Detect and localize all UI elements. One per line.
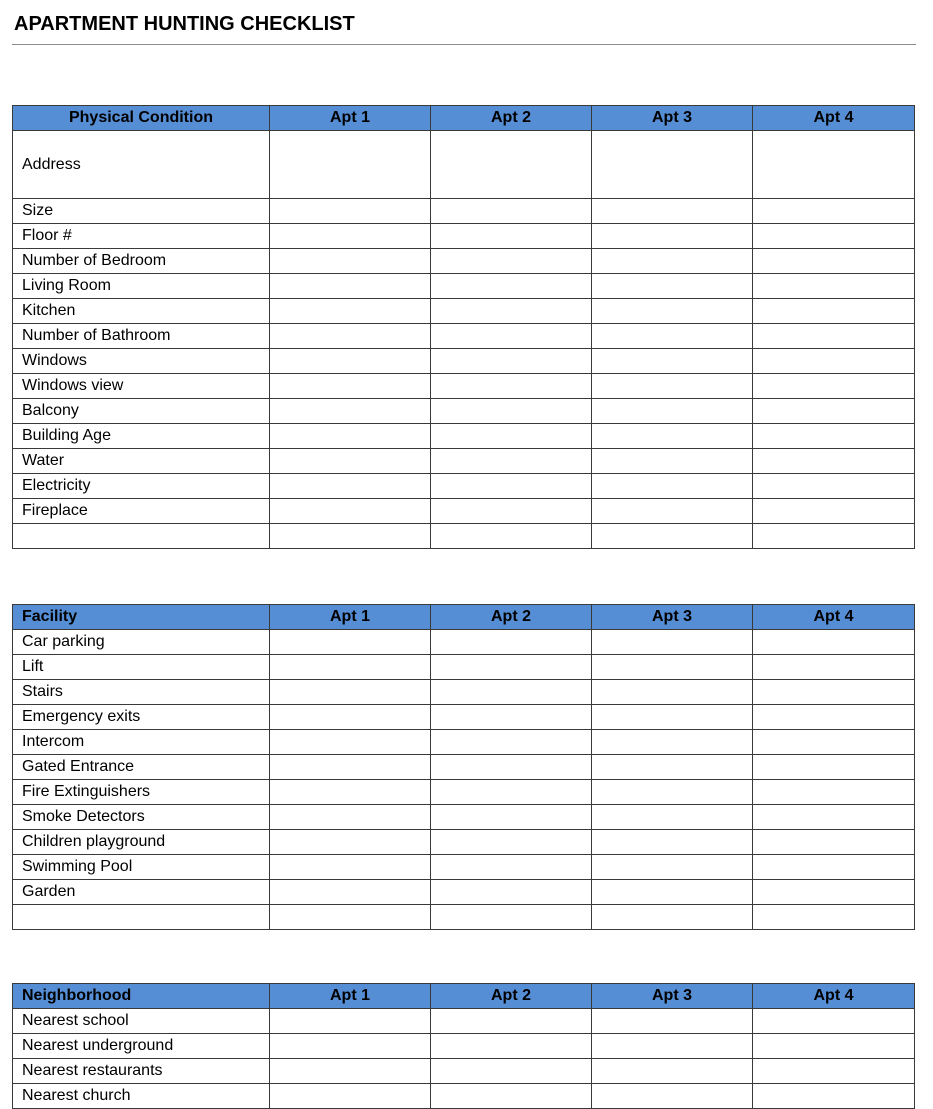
apt-1-cell[interactable] bbox=[270, 499, 431, 524]
apt-1-cell[interactable] bbox=[270, 680, 431, 705]
apt-1-cell[interactable] bbox=[270, 855, 431, 880]
row-label: Building Age bbox=[13, 424, 270, 449]
row-label: Stairs bbox=[13, 680, 270, 705]
row-label: Car parking bbox=[13, 630, 270, 655]
apt-4-cell[interactable] bbox=[753, 680, 915, 705]
apt-3-cell[interactable] bbox=[592, 274, 753, 299]
apt-2-cell[interactable] bbox=[431, 349, 592, 374]
table-row bbox=[13, 424, 915, 449]
apt-3-cell[interactable] bbox=[592, 224, 753, 249]
apt-2-cell[interactable] bbox=[431, 1059, 592, 1084]
document-title: APARTMENT HUNTING CHECKLIST bbox=[14, 13, 355, 35]
apt-1-cell[interactable] bbox=[270, 399, 431, 424]
table-row bbox=[13, 1059, 915, 1084]
apt-4-cell[interactable] bbox=[753, 705, 915, 730]
apt-4-cell[interactable] bbox=[753, 880, 915, 905]
section-header: Neighborhood bbox=[13, 984, 270, 1009]
apt-4-cell[interactable] bbox=[753, 324, 915, 349]
apt-3-cell[interactable] bbox=[592, 830, 753, 855]
apt-1-cell[interactable] bbox=[270, 755, 431, 780]
apt-1-cell[interactable] bbox=[270, 705, 431, 730]
apt-4-cell[interactable] bbox=[753, 780, 915, 805]
apt-4-cell[interactable] bbox=[753, 199, 915, 224]
row-label: Fireplace bbox=[13, 499, 270, 524]
table-row bbox=[13, 299, 915, 324]
table-row bbox=[13, 524, 915, 549]
section-header: Physical Condition bbox=[13, 106, 270, 131]
table-body bbox=[13, 1009, 915, 1109]
table-row bbox=[13, 249, 915, 274]
apt-1-cell[interactable] bbox=[270, 805, 431, 830]
apt-1-cell[interactable] bbox=[270, 630, 431, 655]
apt-1-cell[interactable] bbox=[270, 299, 431, 324]
row-label: Balcony bbox=[13, 399, 270, 424]
apt-1-cell[interactable] bbox=[270, 1034, 431, 1059]
row-label: Electricity bbox=[13, 474, 270, 499]
section-header: Facility bbox=[13, 605, 270, 630]
row-label: Number of Bathroom bbox=[13, 324, 270, 349]
apt-2-cell[interactable] bbox=[431, 730, 592, 755]
apt-4-cell[interactable] bbox=[753, 399, 915, 424]
row-label: Emergency exits bbox=[13, 705, 270, 730]
table-row bbox=[13, 830, 915, 855]
apt-2-cell[interactable] bbox=[431, 299, 592, 324]
apt-4-cell[interactable] bbox=[753, 755, 915, 780]
table-row bbox=[13, 199, 915, 224]
title-divider bbox=[12, 44, 916, 45]
apt-2-cell[interactable] bbox=[431, 131, 592, 199]
row-label: Lift bbox=[13, 655, 270, 680]
table-row bbox=[13, 374, 915, 399]
row-label bbox=[13, 905, 270, 930]
column-header-apt-1: Apt 1 bbox=[270, 605, 431, 630]
column-header-apt-3: Apt 3 bbox=[592, 605, 753, 630]
apt-4-cell[interactable] bbox=[753, 730, 915, 755]
apt-3-cell[interactable] bbox=[592, 524, 753, 549]
apt-3-cell[interactable] bbox=[592, 424, 753, 449]
apt-1-cell[interactable] bbox=[270, 830, 431, 855]
apt-3-cell[interactable] bbox=[592, 780, 753, 805]
apt-4-cell[interactable] bbox=[753, 630, 915, 655]
apt-1-cell[interactable] bbox=[270, 655, 431, 680]
column-header-apt-2: Apt 2 bbox=[431, 605, 592, 630]
apt-4-cell[interactable] bbox=[753, 1059, 915, 1084]
apt-4-cell[interactable] bbox=[753, 424, 915, 449]
column-header-apt-3: Apt 3 bbox=[592, 106, 753, 131]
apt-2-cell[interactable] bbox=[431, 499, 592, 524]
apt-3-cell[interactable] bbox=[592, 349, 753, 374]
apt-2-cell[interactable] bbox=[431, 249, 592, 274]
apt-3-cell[interactable] bbox=[592, 324, 753, 349]
apt-2-cell[interactable] bbox=[431, 880, 592, 905]
table-header-row bbox=[13, 106, 915, 131]
table-row bbox=[13, 349, 915, 374]
apt-4-cell[interactable] bbox=[753, 249, 915, 274]
table-body bbox=[13, 131, 915, 549]
apt-4-cell[interactable] bbox=[753, 349, 915, 374]
apt-3-cell[interactable] bbox=[592, 1009, 753, 1034]
apt-4-cell[interactable] bbox=[753, 805, 915, 830]
row-label: Water bbox=[13, 449, 270, 474]
apt-1-cell[interactable] bbox=[270, 424, 431, 449]
apt-1-cell[interactable] bbox=[270, 131, 431, 199]
table-row bbox=[13, 449, 915, 474]
row-label: Floor # bbox=[13, 224, 270, 249]
apt-3-cell[interactable] bbox=[592, 1034, 753, 1059]
row-label bbox=[13, 524, 270, 549]
apt-2-cell[interactable] bbox=[431, 399, 592, 424]
apt-2-cell[interactable] bbox=[431, 905, 592, 930]
apt-1-cell[interactable] bbox=[270, 474, 431, 499]
apt-2-cell[interactable] bbox=[431, 780, 592, 805]
table-row bbox=[13, 680, 915, 705]
table-row bbox=[13, 905, 915, 930]
row-label: Nearest underground bbox=[13, 1034, 270, 1059]
row-label: Kitchen bbox=[13, 299, 270, 324]
apt-3-cell[interactable] bbox=[592, 131, 753, 199]
row-label: Windows view bbox=[13, 374, 270, 399]
table-row bbox=[13, 1084, 915, 1109]
apt-2-cell[interactable] bbox=[431, 324, 592, 349]
apt-1-cell[interactable] bbox=[270, 1084, 431, 1109]
apt-2-cell[interactable] bbox=[431, 1009, 592, 1034]
apt-2-cell[interactable] bbox=[431, 805, 592, 830]
apt-1-cell[interactable] bbox=[270, 905, 431, 930]
apt-4-cell[interactable] bbox=[753, 474, 915, 499]
table-row bbox=[13, 855, 915, 880]
apt-2-cell[interactable] bbox=[431, 224, 592, 249]
apt-1-cell[interactable] bbox=[270, 199, 431, 224]
apt-4-cell[interactable] bbox=[753, 1084, 915, 1109]
column-header-apt-2: Apt 2 bbox=[431, 106, 592, 131]
column-header-apt-2: Apt 2 bbox=[431, 984, 592, 1009]
row-label: Windows bbox=[13, 349, 270, 374]
table-row bbox=[13, 224, 915, 249]
apt-2-cell[interactable] bbox=[431, 449, 592, 474]
apt-3-cell[interactable] bbox=[592, 905, 753, 930]
row-label: Nearest church bbox=[13, 1084, 270, 1109]
apt-3-cell[interactable] bbox=[592, 499, 753, 524]
apt-1-cell[interactable] bbox=[270, 249, 431, 274]
column-header-apt-4: Apt 4 bbox=[753, 106, 915, 131]
apt-2-cell[interactable] bbox=[431, 524, 592, 549]
apt-2-cell[interactable] bbox=[431, 1034, 592, 1059]
apt-1-cell[interactable] bbox=[270, 780, 431, 805]
apt-2-cell[interactable] bbox=[431, 855, 592, 880]
table-row bbox=[13, 630, 915, 655]
apt-1-cell[interactable] bbox=[270, 224, 431, 249]
apt-4-cell[interactable] bbox=[753, 1034, 915, 1059]
apt-3-cell[interactable] bbox=[592, 374, 753, 399]
neighborhood-table bbox=[12, 983, 915, 1109]
apt-1-cell[interactable] bbox=[270, 274, 431, 299]
row-label: Children playground bbox=[13, 830, 270, 855]
row-label: Intercom bbox=[13, 730, 270, 755]
column-header-apt-3: Apt 3 bbox=[592, 984, 753, 1009]
apt-3-cell[interactable] bbox=[592, 630, 753, 655]
apt-3-cell[interactable] bbox=[592, 880, 753, 905]
physical-condition-table bbox=[12, 105, 915, 549]
table-row bbox=[13, 499, 915, 524]
apt-1-cell[interactable] bbox=[270, 324, 431, 349]
apt-4-cell[interactable] bbox=[753, 374, 915, 399]
apt-3-cell[interactable] bbox=[592, 1084, 753, 1109]
apt-3-cell[interactable] bbox=[592, 449, 753, 474]
apt-2-cell[interactable] bbox=[431, 474, 592, 499]
apt-4-cell[interactable] bbox=[753, 1009, 915, 1034]
table-body bbox=[13, 630, 915, 930]
table-row bbox=[13, 1009, 915, 1034]
table-row bbox=[13, 655, 915, 680]
apt-1-cell[interactable] bbox=[270, 730, 431, 755]
apt-4-cell[interactable] bbox=[753, 830, 915, 855]
column-header-apt-4: Apt 4 bbox=[753, 605, 915, 630]
table-row bbox=[13, 399, 915, 424]
apt-3-cell[interactable] bbox=[592, 730, 753, 755]
table-row bbox=[13, 131, 915, 199]
apt-2-cell[interactable] bbox=[431, 199, 592, 224]
apt-2-cell[interactable] bbox=[431, 655, 592, 680]
apt-4-cell[interactable] bbox=[753, 449, 915, 474]
row-label: Nearest school bbox=[13, 1009, 270, 1034]
table-row bbox=[13, 324, 915, 349]
apt-2-cell[interactable] bbox=[431, 1084, 592, 1109]
apt-3-cell[interactable] bbox=[592, 705, 753, 730]
apt-3-cell[interactable] bbox=[592, 855, 753, 880]
table-row bbox=[13, 755, 915, 780]
apt-3-cell[interactable] bbox=[592, 655, 753, 680]
apt-3-cell[interactable] bbox=[592, 805, 753, 830]
row-label: Garden bbox=[13, 880, 270, 905]
row-label: Fire Extinguishers bbox=[13, 780, 270, 805]
row-label: Address bbox=[13, 131, 270, 199]
apt-4-cell[interactable] bbox=[753, 224, 915, 249]
apt-3-cell[interactable] bbox=[592, 299, 753, 324]
apt-4-cell[interactable] bbox=[753, 299, 915, 324]
table-row bbox=[13, 730, 915, 755]
apt-2-cell[interactable] bbox=[431, 705, 592, 730]
apt-1-cell[interactable] bbox=[270, 880, 431, 905]
table-row bbox=[13, 880, 915, 905]
apt-2-cell[interactable] bbox=[431, 680, 592, 705]
row-label: Size bbox=[13, 199, 270, 224]
apt-3-cell[interactable] bbox=[592, 249, 753, 274]
apt-4-cell[interactable] bbox=[753, 499, 915, 524]
table-row bbox=[13, 780, 915, 805]
apt-4-cell[interactable] bbox=[753, 905, 915, 930]
apt-2-cell[interactable] bbox=[431, 755, 592, 780]
facility-table bbox=[12, 604, 915, 930]
row-label: Number of Bedroom bbox=[13, 249, 270, 274]
apt-3-cell[interactable] bbox=[592, 755, 753, 780]
apt-2-cell[interactable] bbox=[431, 630, 592, 655]
apt-4-cell[interactable] bbox=[753, 855, 915, 880]
column-header-apt-1: Apt 1 bbox=[270, 984, 431, 1009]
column-header-apt-1: Apt 1 bbox=[270, 106, 431, 131]
apt-4-cell[interactable] bbox=[753, 655, 915, 680]
apt-4-cell[interactable] bbox=[753, 524, 915, 549]
apt-1-cell[interactable] bbox=[270, 374, 431, 399]
row-label: Living Room bbox=[13, 274, 270, 299]
apt-3-cell[interactable] bbox=[592, 199, 753, 224]
apt-2-cell[interactable] bbox=[431, 274, 592, 299]
table-header-row bbox=[13, 984, 915, 1009]
table-row bbox=[13, 805, 915, 830]
row-label: Swimming Pool bbox=[13, 855, 270, 880]
column-header-apt-4: Apt 4 bbox=[753, 984, 915, 1009]
apt-1-cell[interactable] bbox=[270, 1009, 431, 1034]
row-label: Gated Entrance bbox=[13, 755, 270, 780]
apt-3-cell[interactable] bbox=[592, 474, 753, 499]
apt-2-cell[interactable] bbox=[431, 424, 592, 449]
row-label: Nearest restaurants bbox=[13, 1059, 270, 1084]
apt-3-cell[interactable] bbox=[592, 1059, 753, 1084]
apt-1-cell[interactable] bbox=[270, 349, 431, 374]
apt-1-cell[interactable] bbox=[270, 524, 431, 549]
apt-4-cell[interactable] bbox=[753, 274, 915, 299]
apt-1-cell[interactable] bbox=[270, 449, 431, 474]
table-header-row bbox=[13, 605, 915, 630]
apt-3-cell[interactable] bbox=[592, 680, 753, 705]
apt-2-cell[interactable] bbox=[431, 374, 592, 399]
apt-1-cell[interactable] bbox=[270, 1059, 431, 1084]
table-row bbox=[13, 274, 915, 299]
apt-2-cell[interactable] bbox=[431, 830, 592, 855]
table-row bbox=[13, 474, 915, 499]
apt-3-cell[interactable] bbox=[592, 399, 753, 424]
apt-4-cell[interactable] bbox=[753, 131, 915, 199]
row-label: Smoke Detectors bbox=[13, 805, 270, 830]
table-row bbox=[13, 1034, 915, 1059]
table-row bbox=[13, 705, 915, 730]
